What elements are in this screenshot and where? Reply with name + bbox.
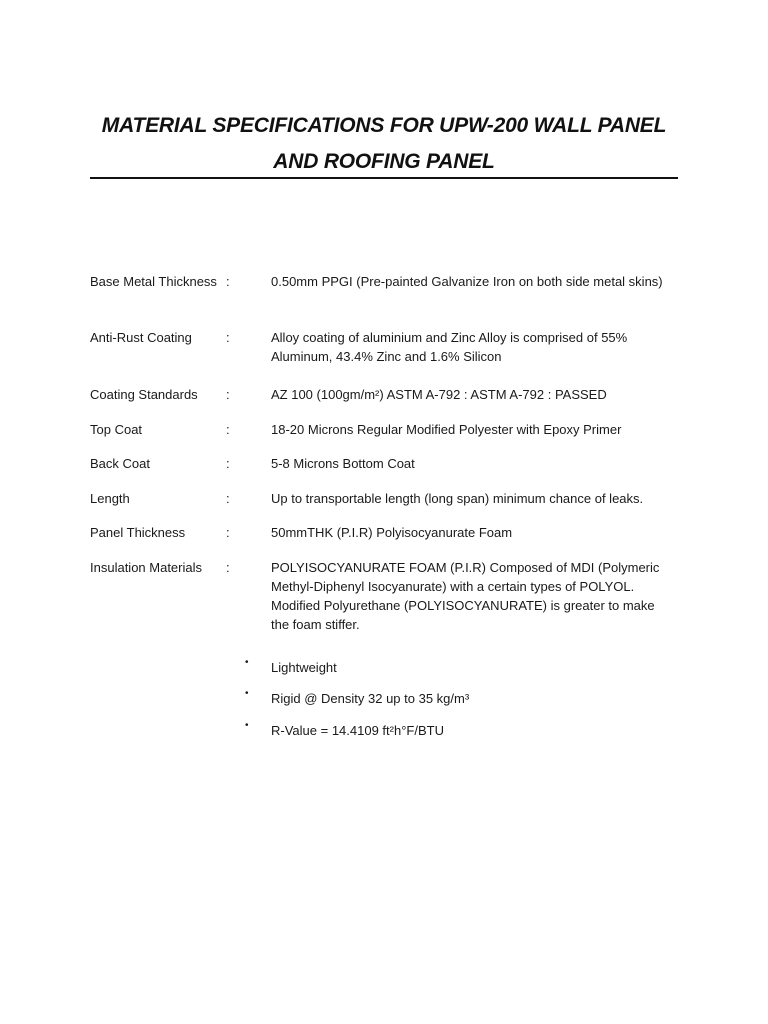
spec-label: Base Metal Thickness	[90, 274, 217, 289]
bullet-icon: •	[245, 657, 249, 668]
spec-label: Length	[90, 491, 130, 506]
spec-label: Panel Thickness	[90, 525, 186, 540]
spec-value: Alloy coating of aluminium and Zinc Alloy is comprised of 55% Aluminum, 43.4% Zinc and 1.6% Silicon	[271, 330, 628, 364]
document-title	[90, 108, 678, 180]
spec-value: 50mmTHK (P.I.R) Polyisocyanurate Foam	[271, 525, 513, 540]
spec-value: 18-20 Microns Regular Modified Polyester with Epoxy Primer	[271, 422, 622, 437]
spec-label: Anti-Rust Coating	[90, 330, 192, 345]
spec-colon: :	[226, 491, 230, 506]
bullet-icon: •	[245, 688, 249, 699]
spec-colon: :	[226, 274, 230, 289]
title-underline	[90, 177, 678, 179]
spec-value: Up to transportable length (long span) minimum chance of leaks.	[271, 491, 644, 506]
spec-label: Coating Standards	[90, 387, 198, 402]
spec-colon: :	[226, 330, 230, 345]
title-line-2: AND ROOFING PANEL	[273, 150, 495, 173]
spec-colon: :	[226, 560, 230, 575]
spec-colon: :	[226, 525, 230, 540]
spec-colon: :	[226, 422, 230, 437]
bullet-text: R-Value = 14.4109 ft²h°F/BTU	[271, 723, 444, 738]
spec-label: Insulation Materials	[90, 560, 202, 575]
bullet-text: Lightweight	[271, 660, 337, 675]
spec-value: POLYISOCYANURATE FOAM (P.I.R) Composed of MDI (Polymeric Methyl-Diphenyl Isocyanurate) with a certain types of POLYOL. Modified Polyurethane (POLYISOCYANURATE) is greater to make the foam stiffer.	[271, 560, 660, 632]
spec-colon: :	[226, 456, 230, 471]
spec-value: 0.50mm PPGI (Pre-painted Galvanize Iron on both side metal skins)	[271, 274, 663, 289]
spec-label: Top Coat	[90, 422, 143, 437]
bullet-text: Rigid @ Density 32 up to 35 kg/m³	[271, 691, 470, 706]
spec-label: Back Coat	[90, 456, 150, 471]
spec-value: AZ 100 (100gm/m²) ASTM A-792 : ASTM A-792 : PASSED	[271, 387, 607, 402]
spec-colon: :	[226, 387, 230, 402]
bullet-icon: •	[245, 720, 249, 731]
title-line-1: MATERIAL SPECIFICATIONS FOR UPW-200 WALL PANEL	[101, 114, 667, 137]
spec-value: 5-8 Microns Bottom Coat	[271, 456, 415, 471]
